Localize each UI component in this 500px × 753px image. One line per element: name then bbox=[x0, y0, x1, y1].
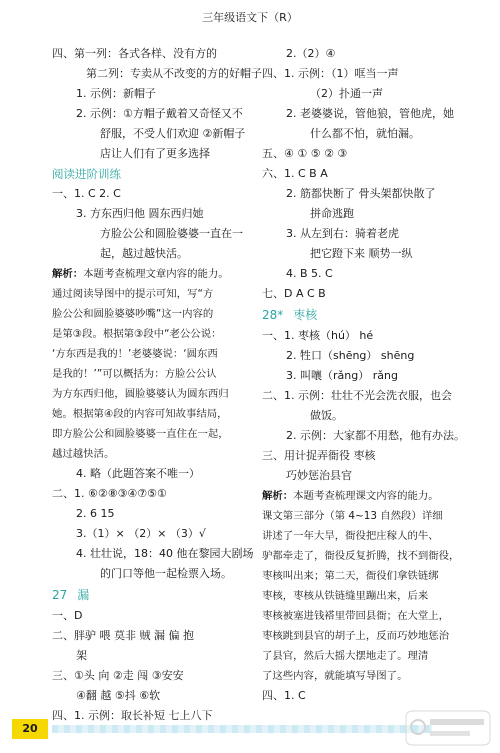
answer-line: 二、胖驴 喂 莫非 贼 漏 偏 抱 bbox=[52, 629, 194, 642]
lesson-name: 漏 bbox=[77, 588, 90, 602]
lesson-heading bbox=[262, 304, 460, 326]
analysis-line: 她。根据第④段的内容可知故事结局， bbox=[52, 408, 228, 420]
answer-line: 架 bbox=[76, 649, 87, 662]
analysis-line: 讲述了一年大旱，衙役把庄稼人的牛、 bbox=[262, 530, 439, 542]
analysis-line: 了这些内容，就能填写导图了。 bbox=[262, 670, 408, 682]
answer-line: 店让人们有了更多选择 bbox=[100, 147, 210, 160]
lesson-number: 28* bbox=[262, 308, 284, 322]
analysis-label: 解析： bbox=[52, 268, 84, 280]
analysis-line: 越过越快活。 bbox=[52, 448, 115, 460]
answer-line: 第二列：专卖从不改变的方的好帽子 bbox=[86, 67, 262, 80]
analysis-line: 了县官，然后大摇大摆地走了。理清 bbox=[262, 650, 429, 662]
analysis-line: 是第③段。根据第③段中“老公公说： bbox=[52, 328, 222, 340]
answer-line: 三、用计捉弄衙役 枣核 bbox=[262, 449, 376, 462]
answer-line: 什么都不怕，就怕漏。 bbox=[310, 127, 420, 140]
answer-line: 2. 6 15 bbox=[76, 507, 115, 520]
answer-line: 四、1. 示例：（1）哐当一声 bbox=[262, 67, 399, 80]
analysis-line: 是我的！’”可以概括为：方脸公公认 bbox=[52, 368, 217, 380]
answer-line: 4. 略（此题答案不唯一） bbox=[76, 467, 200, 480]
answer-line: 七、D A C B bbox=[262, 287, 326, 300]
answer-line: 2.（2）④ bbox=[286, 47, 336, 60]
answer-line: 四、第一列：各式各样、没有方的 bbox=[52, 47, 217, 60]
answer-line: 四、1. C bbox=[262, 689, 306, 702]
lesson-heading bbox=[52, 584, 250, 606]
answer-line: 一、1. 枣核（hú） hé bbox=[262, 329, 374, 342]
analysis-line: 通过阅读导图中的提示可知，写“方 bbox=[52, 288, 214, 300]
answer-line: 2. 牲口（shēng） shēng bbox=[286, 349, 415, 362]
page-header bbox=[0, 0, 500, 36]
analysis-block bbox=[52, 264, 250, 464]
left-column bbox=[52, 44, 262, 726]
analysis-line: 驴都牵走了，衙役反复折腾，找不到衙役， bbox=[262, 550, 460, 562]
reading-section-title: 阅读进阶训练 bbox=[52, 167, 121, 181]
analysis-line: 即方脸公公和圆脸婆婆一直住在一起， bbox=[52, 428, 229, 440]
analysis-line: 枣核，枣核从铁链缝里蹦出来，后来 bbox=[262, 590, 429, 602]
answer-line: 3. 从左到右：骑着老虎 bbox=[286, 227, 399, 240]
answer-line: 一、D bbox=[52, 609, 83, 622]
answer-line: 4. B 5. C bbox=[286, 267, 333, 280]
analysis-line: 本题考查梳理课文内容的能力。 bbox=[293, 490, 439, 502]
header-title: 三年级语文下（R） bbox=[202, 11, 298, 24]
answer-line: 舒服，不受人们欢迎 ②新帽子 bbox=[100, 127, 246, 140]
analysis-block bbox=[262, 486, 460, 686]
watermark-logo bbox=[404, 705, 492, 749]
answer-line: 四、1. 示例：取长补短 七上八下 bbox=[52, 709, 213, 722]
answer-line: 把它蹬下来 顺势一纵 bbox=[310, 247, 413, 260]
analysis-line: 本题考查梳理文章内容的能力。 bbox=[83, 268, 229, 280]
analysis-line: 枣核叫出来；第二天，衙役们拿铁链绑 bbox=[262, 570, 439, 582]
answer-line: 2. 示例：大家都不用愁，他有办法。 bbox=[286, 429, 465, 442]
answer-line: 4. 壮壮说，18：40 他在黎园大剧场 bbox=[76, 547, 254, 560]
answer-line: ④翻 越 ⑤抖 ⑥软 bbox=[76, 689, 161, 702]
answer-line: 二、1. ⑥②⑧③④⑦⑤① bbox=[52, 487, 167, 500]
analysis-line: 枣核被塞进钱褡里带回县衙；在大堂上， bbox=[262, 610, 450, 622]
analysis-line: 为方东西归他，圆脸婆婆认为圆东西归 bbox=[52, 388, 229, 400]
analysis-label: 解析： bbox=[262, 490, 294, 502]
answer-line: 做饭。 bbox=[310, 409, 343, 422]
answer-line: 拼命逃跑 bbox=[310, 207, 354, 220]
analysis-line: 课文第三部分（第 4~13 自然段）详细 bbox=[262, 510, 443, 522]
answer-line: 一、1. C 2. C bbox=[52, 187, 121, 200]
answer-line: 2. 老婆婆说，管他狼，管他虎，她 bbox=[286, 107, 454, 120]
answer-line: 1. 示例：新帽子 bbox=[76, 87, 156, 100]
answer-line: 3. 方东西归他 圆东西归她 bbox=[76, 207, 204, 220]
analysis-line: ‘方东西是我的！’老婆婆说：‘圆东西 bbox=[52, 348, 218, 360]
footer-decoration-bar bbox=[52, 725, 432, 733]
analysis-line: 枣核跳到县官的胡子上，反而巧妙地惩治 bbox=[262, 630, 450, 642]
answer-line: 方脸公公和圆脸婆婆一直在一 bbox=[100, 227, 243, 240]
right-column bbox=[262, 44, 465, 706]
answer-line: 2. 示例：①方帽子戴着又奇怪又不 bbox=[76, 107, 243, 120]
lesson-number: 27 bbox=[52, 588, 68, 602]
answer-line: 起，越过越快活。 bbox=[100, 247, 188, 260]
answer-line: 3. 叫嚷（rǎng） rǎng bbox=[286, 369, 398, 382]
analysis-line: 脸公公和圆脸婆婆吵嘴”这一内容的 bbox=[52, 308, 214, 320]
answer-line: （2）扑通一声 bbox=[310, 87, 383, 100]
answer-line: 六、1. C B A bbox=[262, 167, 328, 180]
lesson-name: 枣核 bbox=[293, 308, 318, 322]
answer-line: 2. 筋都快断了 骨头架都快散了 bbox=[286, 187, 436, 200]
answer-line: 的门口等他一起检票入场。 bbox=[100, 567, 232, 580]
page-number: 20 bbox=[12, 719, 48, 739]
answer-line: 三、①头 向 ②走 闯 ③安安 bbox=[52, 669, 184, 682]
answer-line: 3.（1）× （2）× （3）√ bbox=[76, 527, 206, 540]
answer-line: 二、1. 示例：壮壮不光会洗衣服，也会 bbox=[262, 389, 452, 402]
answer-line: 五、④ ① ⑤ ② ③ bbox=[262, 147, 348, 160]
answer-line: 巧妙惩治县官 bbox=[286, 469, 352, 482]
